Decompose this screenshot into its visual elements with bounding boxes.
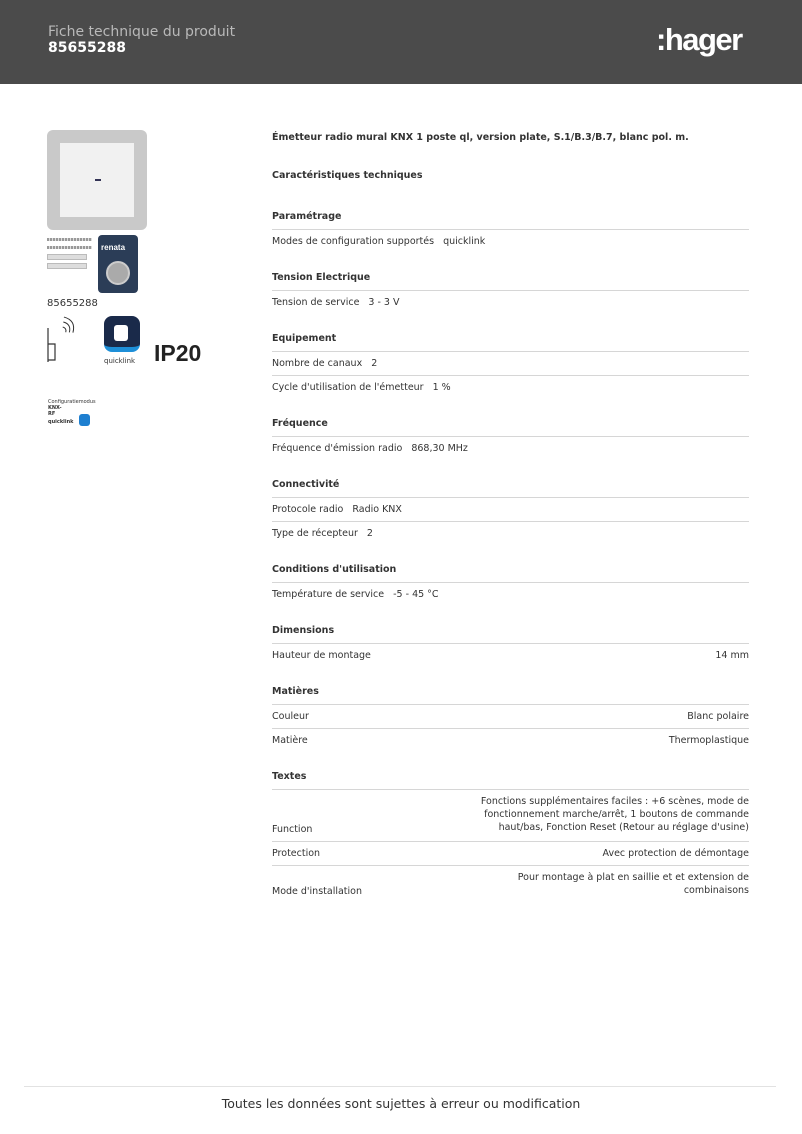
- spec-value: Pour montage à plat en saillie et et extension de combinaisons: [517, 871, 749, 896]
- spec-row: [272, 705, 749, 729]
- section-heading: Fréquence: [272, 417, 749, 437]
- spec-section: [272, 271, 749, 314]
- spec-label: Hauteur de montage: [272, 650, 371, 661]
- section-heading: Equipement: [272, 332, 749, 352]
- spec-row: [272, 583, 749, 606]
- spec-row: [272, 291, 749, 314]
- spec-row: [272, 376, 749, 399]
- spec-label: Function: [272, 823, 313, 835]
- section-heading: Dimensions: [272, 624, 749, 644]
- spec-value: Thermoplastique: [668, 735, 749, 746]
- config-quicklink: quicklink: [48, 419, 74, 425]
- spec-label: Protocole radio: [272, 504, 344, 515]
- spec-label: Mode d'installation: [272, 886, 362, 898]
- spec-row: [272, 790, 749, 842]
- battery-image: renata: [98, 235, 138, 293]
- spec-label: Tension de service: [272, 297, 360, 308]
- spec-row: [272, 437, 749, 460]
- spec-row: [272, 498, 749, 522]
- spec-value: -5 - 45 °C: [393, 589, 439, 600]
- spec-label: Fréquence d'émission radio: [272, 443, 403, 454]
- spec-section: [272, 210, 749, 253]
- accessories-image: [47, 234, 92, 274]
- spec-label: Modes de configuration supportés: [272, 236, 435, 247]
- footer-divider: [24, 1086, 776, 1087]
- spec-section: [272, 478, 749, 545]
- spec-label: Cycle d'utilisation de l'émetteur: [272, 382, 424, 393]
- spec-row: [272, 522, 749, 545]
- spec-row: [272, 866, 749, 903]
- section-heading: Matières: [272, 685, 749, 705]
- spec-label: Couleur: [272, 711, 309, 722]
- product-image: [47, 130, 147, 230]
- spec-section: [272, 417, 749, 460]
- spec-value: 3 - 3 V: [368, 297, 400, 308]
- spec-section: [272, 563, 749, 606]
- spec-value: quicklink: [443, 236, 486, 247]
- section-heading: Tension Electrique: [272, 271, 749, 291]
- spec-label: Nombre de canaux: [272, 358, 363, 369]
- config-mode: KNX-RF: [48, 405, 62, 417]
- header-product-number: 85655288: [48, 40, 126, 56]
- spec-value: Blanc polaire: [687, 711, 749, 722]
- page-header: [0, 0, 802, 84]
- spec-value: 868,30 MHz: [411, 443, 468, 454]
- tech-heading: Caractéristiques techniques: [272, 170, 423, 181]
- section-heading: Paramétrage: [272, 210, 749, 230]
- spec-label: Température de service: [272, 589, 385, 600]
- header-subtitle: Fiche technique du produit: [48, 24, 236, 40]
- spec-section: [272, 685, 749, 752]
- spec-value: 1 %: [432, 382, 451, 393]
- section-heading: Connectivité: [272, 478, 749, 498]
- footer-disclaimer: Toutes les données sont sujettes à erreur ou modification: [221, 1096, 581, 1111]
- product-title: Émetteur radio mural KNX 1 poste ql, version plate, S.1/B.3/B.7, blanc pol. m.: [272, 132, 689, 143]
- section-heading: Textes: [272, 770, 749, 790]
- spec-section: [272, 332, 749, 399]
- spec-section: [272, 624, 749, 667]
- spec-value: Avec protection de démontage: [602, 847, 749, 859]
- spec-value: Radio KNX: [352, 504, 402, 515]
- spec-row: [272, 729, 749, 752]
- spec-row: [272, 352, 749, 376]
- spec-row: [272, 644, 749, 667]
- section-heading: Conditions d'utilisation: [272, 563, 749, 583]
- hager-logo: :hager: [656, 22, 742, 57]
- spec-value: 2: [366, 528, 373, 539]
- radio-wall-icon: [47, 316, 77, 362]
- quicklink-label: quicklink: [104, 357, 136, 365]
- spec-section: [272, 770, 749, 903]
- ip-rating: IP20: [154, 340, 202, 366]
- quicklink-logo-icon: [104, 316, 140, 352]
- spec-sections: [272, 210, 749, 921]
- product-number-label: 85655288: [47, 298, 98, 309]
- spec-value: 14 mm: [715, 650, 749, 661]
- spec-label: Matière: [272, 735, 308, 746]
- config-label: Configuratiemodus: [48, 399, 96, 405]
- spec-label: Type de récepteur: [272, 528, 358, 539]
- spec-label: Protection: [272, 847, 321, 859]
- spec-value: 2: [371, 358, 378, 369]
- spec-row: [272, 230, 749, 253]
- spec-row: [272, 842, 749, 866]
- quicklink-small-icon: [79, 414, 90, 426]
- spec-value: Fonctions supplémentaires faciles : +6 scènes, mode de fonctionnement marche/arrêt, 1 boutons de commande haut/bas, Fonction Reset (Retour au réglage d'usine): [480, 796, 749, 834]
